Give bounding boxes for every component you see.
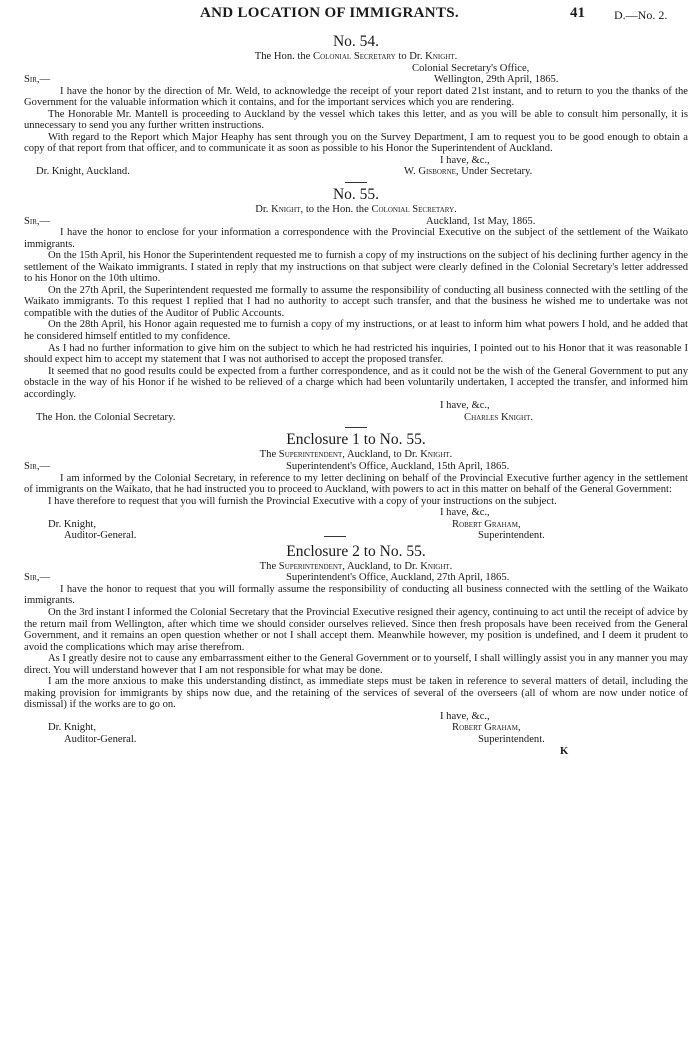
signer-name: Gisborne bbox=[418, 166, 456, 178]
signer-initial: W. bbox=[404, 166, 419, 178]
heading-sender: Knight bbox=[271, 204, 301, 216]
paragraph: It seemed that no good results could be expected from a further correspondence, and as it could not be the wish of the General Government to put any obstacle in the way of his Honor if he wished to be relieved of a charge which had been voluntarily undertaken, I accepted the transfer, and informed him accordingly. bbox=[24, 365, 688, 400]
section-divider bbox=[345, 427, 367, 428]
heading-sender: Colonial Secretary bbox=[313, 51, 396, 62]
running-title: AND LOCATION OF IMMIGRANTS. bbox=[200, 5, 459, 21]
page-number: 41 bbox=[570, 5, 585, 21]
signer-title: , Under Secretary. bbox=[455, 166, 533, 178]
letter-no-54 bbox=[24, 33, 688, 178]
enclosure-2 bbox=[24, 543, 688, 757]
enclosure-1 bbox=[24, 431, 688, 541]
addressee: Dr. Knight, bbox=[48, 518, 96, 530]
paragraph: I am informed by the Colonial Secretary, in reference to my letter declining on behalf of the Provincial Executive further agency in the settlement of immigrants on the Waikato, that he had instructed you to proceed to Auckland, with powers to act in this matter on behalf of the General Government: bbox=[24, 472, 688, 496]
letter-no-55 bbox=[24, 186, 688, 423]
signature: Robert Graham, bbox=[452, 518, 521, 530]
heading-text: , to the Hon. the bbox=[300, 204, 372, 216]
enclosure-title: Enclosure 1 to No. 55. bbox=[286, 431, 426, 449]
salutation: Sir,— bbox=[24, 215, 51, 227]
signature: Robert Graham, bbox=[452, 722, 521, 734]
heading-sender: Superintendent bbox=[278, 449, 343, 461]
paper-reference: D.—No. 2. bbox=[614, 8, 668, 22]
office-date: Superintendent's Office, Auckland, 15th April, 1865. bbox=[286, 460, 510, 472]
heading-sender: Superintendent bbox=[278, 560, 343, 572]
heading-recipient: Knight. bbox=[420, 449, 453, 461]
heading-text: , Auckland, to Dr. bbox=[342, 449, 421, 461]
page-header bbox=[24, 5, 688, 30]
enclosure-title: Enclosure 2 to No. 55. bbox=[286, 542, 426, 560]
signer-title: Superintendent. bbox=[478, 530, 545, 542]
addressee-title: Auditor-General. bbox=[64, 733, 137, 745]
paragraph: On the 27th April, the Superintendent requested me formally to assume the responsibility of conducting all business connected with the settling of the Waikato immigrants. To this request I replied that I had no authority to accept such transfer, and that the business he wished me to undertake was not compatible with the duties of the Auditor of Public Accounts. bbox=[24, 284, 688, 319]
paragraph: As I greatly desire not to cause any embarrassment either to the General Government or to yourself, I shall willingly assist you in any manner you may direct. You will understand however that I am not responsible for what may be done. bbox=[24, 653, 688, 676]
closing: I have, &c., bbox=[440, 507, 490, 519]
addressee: Dr. Knight, Auckland. bbox=[36, 166, 130, 178]
section-divider bbox=[324, 536, 346, 537]
letter-number: No. 55. bbox=[332, 186, 380, 204]
signer-title: Superintendent. bbox=[478, 733, 545, 745]
heading-text: The bbox=[259, 449, 279, 461]
letter-heading bbox=[24, 561, 688, 573]
office-line: Colonial Secretary's Office, bbox=[412, 62, 530, 74]
closing: I have, &c., bbox=[440, 400, 490, 412]
salutation: Sir,— bbox=[24, 460, 51, 472]
paragraph: I have the honor by the direction of Mr. Weld, to acknowledge the receipt of your report dated 21st instant, and to return to you the thanks of the Government for the valuable information which it contains, and for the important services which you are rendering. bbox=[24, 85, 688, 109]
heading-text: The bbox=[259, 560, 279, 572]
heading-text: The Hon. the bbox=[254, 51, 314, 62]
paragraph: The Honorable Mr. Mantell is proceeding to Auckland by the vessel which takes this letter, and as you will be able to consult him personally, it is unnecessary to send you any further written instructions. bbox=[24, 108, 688, 132]
paragraph: I have the honor to enclose for your information a correspondence with the Provincial Executive on the subject of the settlement of the Waikato immigrants. bbox=[24, 227, 688, 250]
addressee: The Hon. the Colonial Secretary. bbox=[36, 411, 176, 423]
paragraph: I have therefore to request that you will furnish the Provincial Executive with a copy of your instructions on the subject. bbox=[48, 495, 557, 507]
closing: I have, &c., bbox=[440, 154, 490, 166]
heading-recipient: Colonial Secretary. bbox=[371, 204, 457, 216]
document-page bbox=[24, 5, 688, 757]
letter-heading bbox=[24, 204, 688, 216]
paragraph: I have the honor to request that you will formally assume the responsibility of conducting all business connected with the settling of the Waikato immigrants. bbox=[24, 583, 688, 607]
closing: I have, &c., bbox=[440, 710, 490, 722]
section-divider bbox=[345, 182, 367, 183]
salutation: Sir,— bbox=[24, 572, 51, 584]
heading-text: to Dr. bbox=[395, 51, 426, 62]
paragraph: With regard to the Report which Major Heaphy has sent through you on the Survey Department, I am to request you to be good enough to obtain a copy of that report from that officer, and to communicate it as soon as possible to his Honor the Superintendent of Auckland. bbox=[24, 131, 688, 155]
paragraph: On the 3rd instant I informed the Colonial Secretary that the Provincial Executive resigned their agency, continuing to act until the receipt of advice by the return mail from Wellington, after which time we should consider ourselves relieved. Since then fresh proposals have been received from the General Government, and it remains an open question whether or not I shall accept them. Meanwhile however, my position is undefined, and I deem it prudent to avoid the complications which may arise therefrom. bbox=[24, 606, 688, 653]
heading-recipient: Knight. bbox=[425, 51, 458, 62]
salutation: Sir,— bbox=[24, 74, 51, 86]
letter-heading bbox=[24, 449, 688, 461]
letter-heading bbox=[24, 51, 688, 63]
paragraph: On the 15th April, his Honor the Superintendent requested me to furnish a copy of my instructions on the subject of his declining further agency in the settlement of the Waikato immigrants. I stated in reply that my instructions on that subject were clearly defined in the Colonial Secretary's letter addressed to his Honor on the 10th ultimo. bbox=[24, 250, 688, 285]
heading-text: , Auckland, to Dr. bbox=[342, 560, 421, 572]
paragraph: I am the more anxious to make this understanding distinct, as immediate steps must be taken in reference to several matters of detail, including the making provision for immigrants by ships now due, and the retaining of the services of several of the overseers (all of whom are now under notice of dismissal) if the works are to go on. bbox=[24, 676, 688, 711]
place-date: Auckland, 1st May, 1865. bbox=[426, 215, 536, 227]
addressee-title: Auditor-General. bbox=[64, 530, 137, 542]
place-date: Wellington, 29th April, 1865. bbox=[434, 74, 559, 86]
addressee: Dr. Knight, bbox=[48, 722, 96, 734]
letter-number: No. 54. bbox=[332, 33, 380, 50]
office-date: Superintendent's Office, Auckland, 27th April, 1865. bbox=[286, 572, 510, 584]
heading-text: Dr. bbox=[255, 204, 272, 216]
signature: Charles Knight. bbox=[464, 411, 534, 423]
paragraph: As I had no further information to give him on the subject to which he had restricted his inquiries, I pointed out to his Honor that it was reasonable I should expect him to accept my statement that I was not authorised to accept the proposed transfer. bbox=[24, 342, 688, 366]
heading-recipient: Knight. bbox=[420, 560, 453, 572]
paragraph: On the 28th April, his Honor again requested me to furnish a copy of my instructions, or at least to inform him what powers I hold, and he added that he considered himself entitled to my confidence. bbox=[24, 319, 688, 343]
signature bbox=[404, 166, 532, 178]
signature-mark: K bbox=[560, 745, 569, 757]
